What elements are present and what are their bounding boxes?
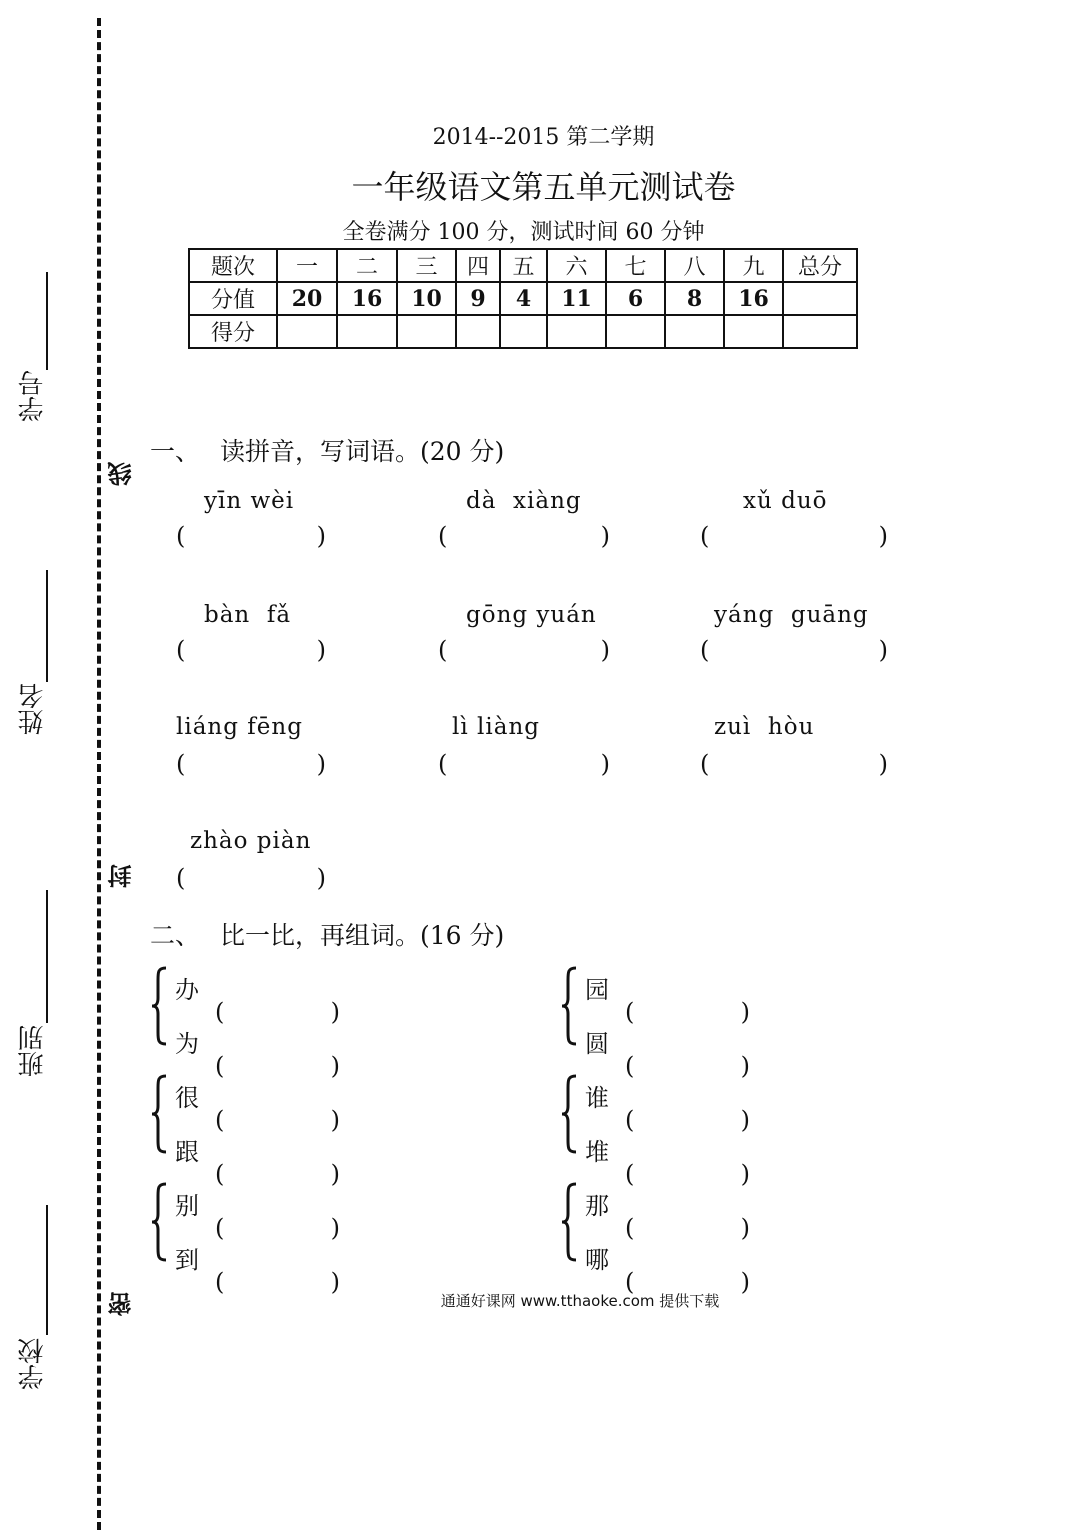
table-cell: 6 (606, 282, 665, 315)
row-header: 分值 (189, 282, 277, 315)
table-cell: 11 (547, 282, 606, 315)
pinyin-item: liáng fēng (176, 714, 303, 740)
table-cell: 8 (665, 282, 724, 315)
score-cell[interactable] (665, 315, 724, 348)
char: 跟 (175, 1138, 199, 1166)
pinyin-item: yáng guāng (714, 602, 869, 628)
score-cell[interactable] (724, 315, 783, 348)
char-row: 办 ( ) (175, 970, 340, 1005)
section-1-number: 一、 (150, 437, 201, 466)
pinyin-item: gōng yuán (466, 602, 597, 628)
column-header: 六 (547, 249, 606, 282)
column-header: 九 (724, 249, 783, 282)
section-2-number: 二、 (150, 921, 201, 950)
column-header: 三 (397, 249, 456, 282)
section-1-text: 读拼音，写词语。(20 分) (220, 437, 505, 466)
char-row: 园 ( ) (585, 970, 750, 1005)
char: 哪 (585, 1246, 609, 1274)
name-label: 姓名 (18, 683, 48, 735)
table-cell: 10 (397, 282, 456, 315)
footer-source: 通通好课网 www.tthaoke.com 提供下载 (440, 1292, 720, 1310)
table-cell: 20 (277, 282, 337, 315)
brace-icon (150, 1182, 168, 1262)
pinyin-item: lì liàng (452, 714, 540, 740)
char-row: 为 ( ) (175, 1024, 340, 1059)
section-1-title (150, 432, 504, 468)
char: 谁 (585, 1084, 609, 1112)
name-line (46, 570, 48, 682)
char: 办 (175, 976, 199, 1004)
score-cell[interactable] (397, 315, 456, 348)
pinyin-item: yīn wèi (204, 488, 295, 514)
char-row: 那 ( ) (585, 1186, 750, 1221)
class-line (46, 890, 48, 1023)
cut-word-seal: 封 (107, 864, 136, 888)
table-row-questions (189, 249, 857, 282)
table-row-points (189, 282, 857, 315)
brace-icon (560, 1074, 578, 1154)
char: 圆 (585, 1030, 609, 1058)
char-row: 跟 ( ) (175, 1132, 340, 1167)
char-row: 谁 ( ) (585, 1078, 750, 1113)
char-row: 圆 ( ) (585, 1024, 750, 1059)
page-title: 一年级语文第五单元测试卷 (351, 168, 736, 206)
column-header: 四 (456, 249, 500, 282)
table-row-score (189, 315, 857, 348)
score-cell[interactable] (500, 315, 547, 348)
char: 很 (175, 1084, 199, 1112)
section-2-title (150, 916, 504, 952)
column-header: 一 (277, 249, 337, 282)
char: 到 (175, 1246, 199, 1274)
pinyin-item: xǔ duō (743, 488, 828, 514)
pinyin-item: dà xiàng (466, 488, 582, 514)
score-cell[interactable] (456, 315, 500, 348)
brace-icon (560, 966, 578, 1046)
char: 为 (175, 1030, 199, 1058)
column-header: 二 (337, 249, 397, 282)
column-header: 五 (500, 249, 547, 282)
column-header: 八 (665, 249, 724, 282)
row-header: 题次 (189, 249, 277, 282)
column-header: 总分 (783, 249, 857, 282)
cut-word-line: 线 (107, 462, 136, 486)
char-row: 哪 ( ) (585, 1240, 750, 1275)
score-cell[interactable] (547, 315, 606, 348)
term-heading: 2014--2015 第二学期 (432, 125, 655, 150)
table-cell: 9 (456, 282, 500, 315)
char-row: 到 ( ) (175, 1240, 340, 1275)
table-cell: 16 (337, 282, 397, 315)
char: 别 (175, 1192, 199, 1220)
row-header: 得分 (189, 315, 277, 348)
class-label: 班别 (18, 1025, 48, 1077)
table-cell (783, 282, 857, 315)
pinyin-item: bàn fǎ (204, 602, 292, 628)
table-cell: 16 (724, 282, 783, 315)
exam-info: 全卷满分 100 分，测试时间 60 分钟 (342, 220, 705, 245)
char-row: 很 ( ) (175, 1078, 340, 1113)
char-row: 堆 ( ) (585, 1132, 750, 1167)
char-row: 别 ( ) (175, 1186, 340, 1221)
score-table (188, 248, 858, 349)
char: 那 (585, 1192, 609, 1220)
section-2-text: 比一比，再组词。(16 分) (220, 921, 505, 950)
char: 堆 (585, 1138, 609, 1166)
score-cell[interactable] (337, 315, 397, 348)
brace-icon (150, 966, 168, 1046)
char: 园 (585, 976, 609, 1004)
score-cell[interactable] (606, 315, 665, 348)
score-cell[interactable] (783, 315, 857, 348)
school-line (46, 1205, 48, 1335)
school-label: 学校 (18, 1338, 48, 1390)
score-cell[interactable] (277, 315, 337, 348)
student-number-line (46, 272, 48, 370)
student-number-label: 学号 (18, 370, 48, 422)
brace-icon (560, 1182, 578, 1262)
brace-icon (150, 1074, 168, 1154)
pinyin-item: zuì hòu (714, 714, 815, 740)
pinyin-item: zhào piàn (190, 828, 312, 854)
table-cell: 4 (500, 282, 547, 315)
cut-word-secret: 密 (107, 1292, 136, 1316)
column-header: 七 (606, 249, 665, 282)
